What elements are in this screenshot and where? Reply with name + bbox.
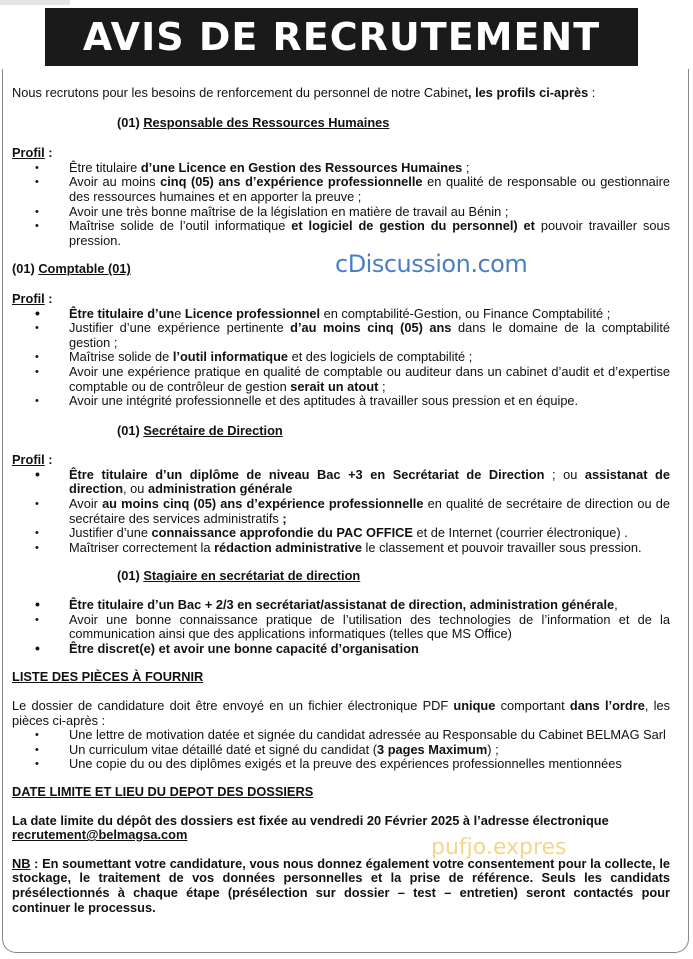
poste3-profil-label: Profil : (12, 452, 53, 468)
document-body (12, 86, 670, 915)
intro-paragraph: Nous recrutons pour les besoins de renforcement du personnel de notre Cabinet, les profils ci-après : (12, 85, 596, 100)
list-item: • Justifier d’une expérience pertinente d’au moins cinq (05) ans dans le domaine de la comptabilité gestion ; (12, 321, 670, 350)
watermark-cdiscussion: cDiscussion.com (335, 250, 528, 278)
poste2-list (12, 307, 670, 409)
pieces-title: LISTE DES PIÈCES À FOURNIR (12, 669, 204, 685)
poste1-list (12, 161, 670, 249)
list-item: • Avoir une très bonne maîtrise de la législation en matière de travail au Bénin ; (12, 205, 670, 220)
poste4-list (12, 598, 670, 656)
depot-title: DATE LIMITE ET LIEU DU DEPOT DES DOSSIERS (12, 783, 314, 799)
list-item: • Avoir au moins cinq (05) ans d’expérience professionnelle en qualité de secrétaire de direction ou de secrétaire des services administratifs ; (12, 497, 670, 526)
watermark-pufjo: pufjo.expres (431, 835, 567, 860)
list-item: • Une copie du ou des diplômes exigés et la preuve des expériences professionnelles mentionnées (12, 757, 670, 772)
banner-title: AVIS DE RECRUTEMENT (45, 8, 638, 66)
pieces-intro: Le dossier de candidature doit être envoyé en un fichier électronique PDF unique comportant dans l’ordre, les pièces ci-après : (12, 698, 670, 728)
depot-text: La date limite du dépôt des dossiers est fixée au vendredi 20 Février 2025 à l’adresse électronique recrutement@belmagsa.com (12, 812, 609, 843)
poste3-list (12, 468, 670, 556)
depot-email[interactable]: recrutement@belmagsa.com (12, 827, 188, 843)
list-item: • Maîtrise solide de l’outil informatique et logiciel de gestion du personnel) et pouvoir travailler sous pression. (12, 219, 670, 248)
poste2-profil-label: Profil : (12, 290, 53, 306)
list-item: • Être titulaire d’un Bac + 2/3 en secrétariat/assistanat de direction, administration générale, (12, 598, 670, 613)
list-item: • Avoir au moins cinq (05) ans d’expérience professionnelle en qualité de responsable ou gestionnaire des ressources humaines et en apporter la preuve ; (12, 175, 670, 204)
nb-paragraph: NB : En soumettant votre candidature, vous nous donnez également votre consentement pour la collecte, le stockage, le traitement de vos données personnelles et la prise de référence. Seuls les candidats présélectionnés à chaque étape (présélection sur dossier – test – entretien) seront contactés pour continuer le processus. (12, 855, 670, 915)
list-item: • Justifier d’une connaissance approfondie du PAC OFFICE et de Internet (courrier électronique) . (12, 526, 670, 541)
pieces-list (12, 728, 670, 772)
poste1-heading: (01) Responsable des Ressources Humaines (117, 114, 390, 130)
poste4-heading: (01) Stagiaire en secrétariat de direction (117, 568, 361, 584)
list-item: • Être titulaire d’un diplôme de niveau Bac +3 en Secrétariat de Direction ; ou assistanat de direction, ou administration générale (12, 468, 670, 497)
list-item: • Un curriculum vitae détaillé daté et signé du candidat (3 pages Maximum) ; (12, 743, 670, 758)
list-item: • Avoir une bonne connaissance pratique de l’utilisation des technologies de l’information et de la communication ainsi que des applications informatiques (telles que MS Office) (12, 613, 670, 642)
list-item: • Avoir une intégrité professionnelle et des aptitudes à travailler sous pression et en équipe. (12, 394, 670, 409)
list-item: • Être discret(e) et avoir une bonne capacité d’organisation (12, 642, 670, 657)
list-item: • Maîtrise solide de l’outil informatique et des logiciels de comptabilité ; (12, 350, 670, 365)
list-item: • Être titulaire d’une Licence en Gestion des Ressources Humaines ; (12, 161, 670, 176)
list-item: • Une lettre de motivation datée et signée du candidat adressée au Responsable du Cabinet BELMAG Sarl (12, 728, 670, 743)
poste2-heading: (01) Comptable (01) (12, 261, 131, 277)
list-item: • Être titulaire d’une Licence professionnel en comptabilité-Gestion, ou Finance Comptabilité ; (12, 307, 670, 322)
list-item: • Avoir une expérience pratique en qualité de comptable ou auditeur dans un cabinet d’audit et d’expertise comptable ou de contrôleur de gestion serait un atout ; (12, 365, 670, 394)
corner-mark (0, 0, 70, 5)
poste1-profil-label: Profil : (12, 145, 53, 161)
list-item: • Maîtriser correctement la rédaction administrative le classement et pouvoir travailler sous pression. (12, 541, 670, 556)
poste3-heading: (01) Secrétaire de Direction (117, 422, 283, 438)
